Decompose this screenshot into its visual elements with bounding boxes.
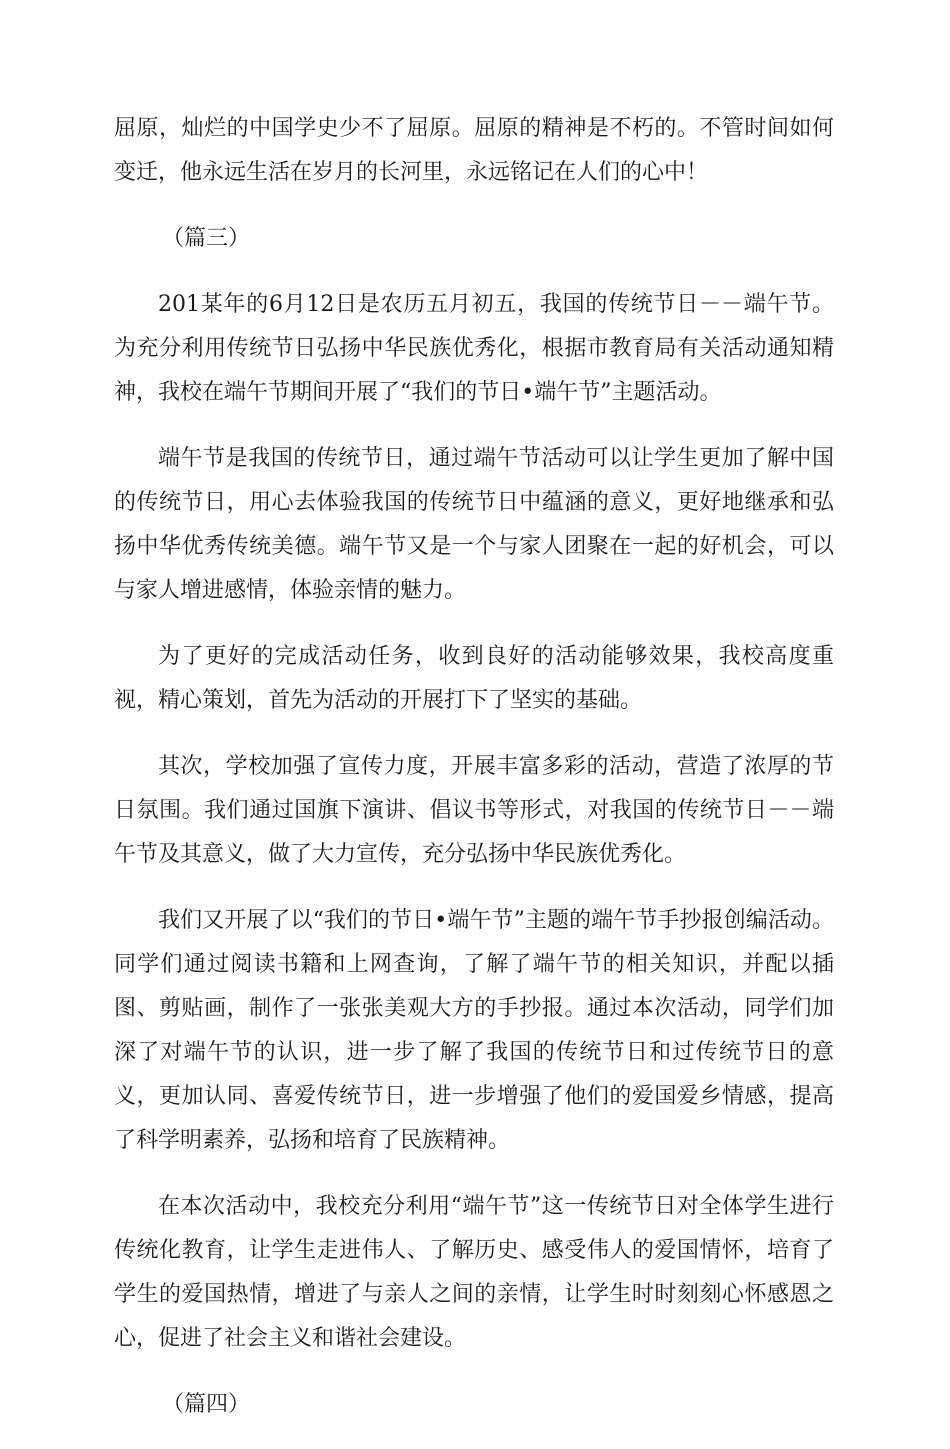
paragraph-2: 端午节是我国的传统节日，通过端午节活动可以让学生更加了解中国的传统节日，用心去体验我国的传统节日中蕴涵的意义，更好地继承和弘扬中华优秀传统美德。端午节又是一个与家人团聚在一起的好机会，可以与家人增进感情，体验亲情的魅力。 — [114, 446, 834, 603]
paragraph-6: 在本次活动中，我校充分利用“端午节”这一传统节日对全体学生进行传统化教育，让学生走进伟人、了解历史、感受伟人的爱国情怀，培育了学生的爱国热情，增进了与亲人之间的亲情，让学生时时刻刻心怀感恩之心，促进了社会主义和谐社会建设。 — [114, 1194, 834, 1351]
section-three-heading: （篇三） — [162, 226, 251, 251]
paragraph-3: 为了更好的完成活动任务，收到良好的活动能够效果，我校高度重视，精心策划，首先为活动的开展打下了坚实的基础。 — [114, 644, 834, 713]
section-four-heading: （篇四） — [162, 1392, 251, 1417]
document-body — [114, 107, 834, 1449]
paragraph-5: 我们又开展了以“我们的节日•端午节”主题的端午节手抄报创编活动。同学们通过阅读书籍和上网查询，了解了端午节的相关知识，并配以插图、剪贴画，制作了一张张美观大方的手抄报。通过本次活动，同学们加深了对端午节的认识，进一步了解了我国的传统节日和过传统节日的意义，更加认同、喜爱传统节日，进一步增强了他们的爱国爱乡情感，提高了科学明素养，弘扬和培育了民族精神。 — [114, 908, 834, 1153]
paragraph-4: 其次，学校加强了宣传力度，开展丰富多彩的活动，营造了浓厚的节日氛围。我们通过国旗下演讲、倡议书等形式，对我国的传统节日－－端午节及其意义，做了大力宣传，充分弘扬中华民族优秀化。 — [114, 754, 834, 867]
paragraph-1: 201某年的6月12日是农历五月初五，我国的传统节日－－端午节。为充分利用传统节日弘扬中华民族优秀化，根据市教育局有关活动通知精神，我校在端午节期间开展了“我们的节日•端午节”主题活动。 — [114, 292, 834, 405]
continued-paragraph: 屈原，灿烂的中国学史少不了屈原。屈原的精神是不朽的。不管时间如何变迁，他永远生活在岁月的长河里，永远铭记在人们的心中！ — [114, 116, 834, 185]
